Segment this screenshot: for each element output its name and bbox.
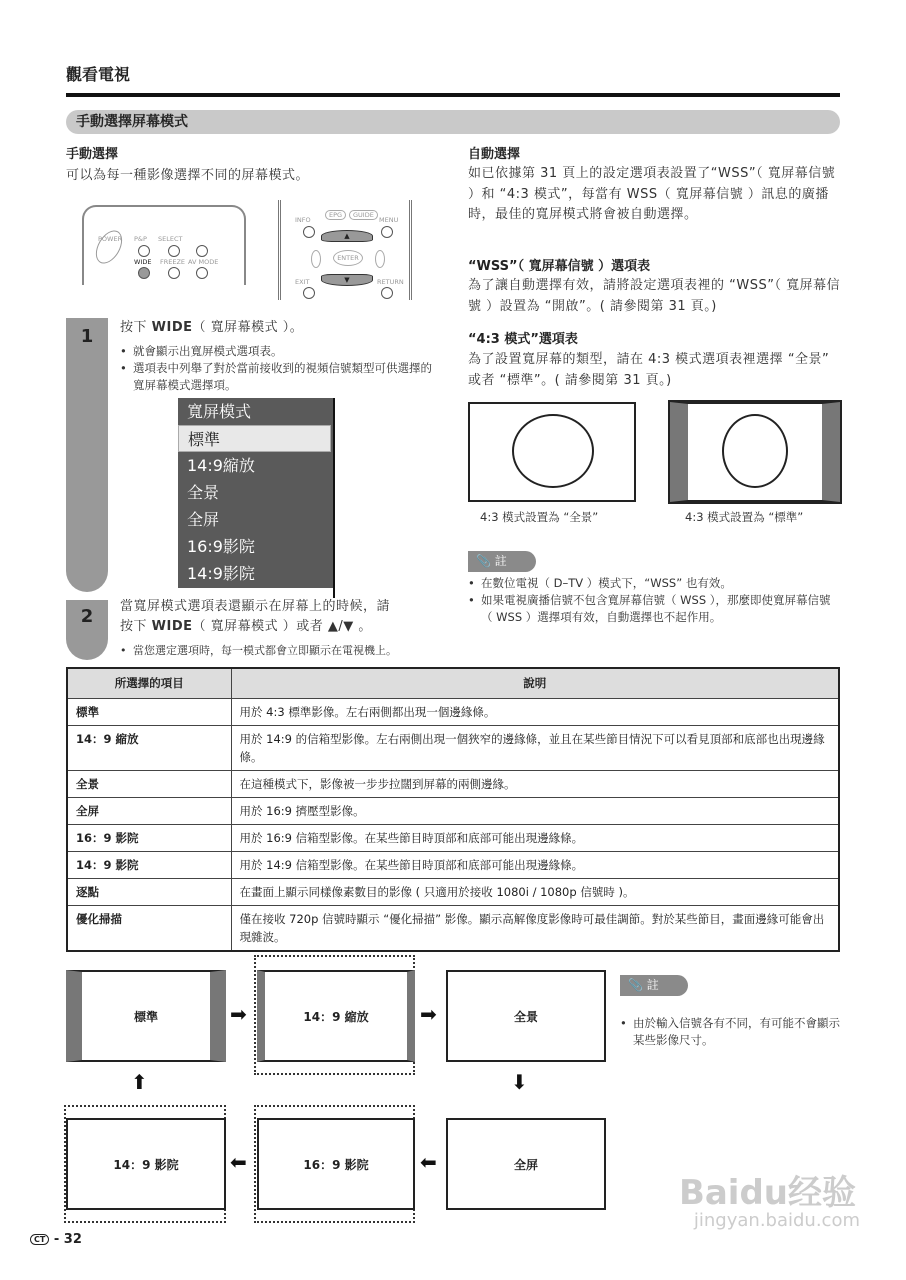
table-row	[67, 797, 839, 824]
m43-heading: “4:3 模式”選項表	[468, 332, 578, 347]
freeze-label: FREEZE	[160, 258, 186, 266]
mode-name: 14：9 影院	[67, 851, 231, 878]
menu-item-selected[interactable]: 標準	[178, 425, 331, 452]
av-mode-label: AV MODE	[188, 258, 219, 266]
mode-name: 全屏	[67, 797, 231, 824]
mode-description: 用於 16:9 信箱型影像。在某些節目時頂部和底部可能出現邊緣條。	[231, 824, 839, 851]
pp-button-icon	[138, 245, 150, 257]
screen-label: 14：9 影院	[113, 1157, 179, 1172]
screen-14-9-cinema	[66, 1118, 226, 1210]
menu-label: MENU	[379, 216, 399, 224]
mode-name: 標準	[67, 698, 231, 725]
step1-bullet: • 選項表中列舉了對於當前接收到的視頻信號類型可供選擇的寬屏幕模式選擇項。	[120, 360, 442, 394]
info-label: INFO	[295, 216, 311, 224]
step1-pre: 按下	[120, 320, 152, 335]
menu-item[interactable]: 全屏	[187, 510, 220, 529]
screen-label: 14：9 縮放	[303, 1009, 369, 1024]
menu-item[interactable]: 16:9影院	[187, 537, 255, 556]
header-description: 說明	[231, 668, 839, 698]
menu-item[interactable]: 14:9縮放	[187, 456, 255, 475]
table-row	[67, 824, 839, 851]
up-button-icon: ▲	[321, 230, 373, 242]
mode-description: 用於 14:9 的信箱型影像。左右兩側出現一個狹窄的邊緣條，並且在某些節目情況下可以看見頂部和底部也出現邊緣條。	[231, 725, 839, 770]
select-label: SELECT	[158, 235, 183, 243]
note-label: 註	[646, 978, 659, 992]
wide-label: WIDE	[134, 258, 152, 266]
circle-stretched-icon	[512, 414, 594, 488]
caption-panorama: 4:3 模式設置為 “全景”	[480, 510, 599, 524]
wss-text: 為了讓自動選擇有效，請將設定選項表裡的 “WSS”（ 寬屏幕信號 ）設置為 “開啟”。( 請參閱第 31 頁。)	[468, 278, 841, 314]
page-header: 觀看電視	[66, 65, 131, 84]
step2-line2	[120, 617, 372, 638]
mode-description: 在畫面上顯示同樣像素數目的影像 ( 只適用於接收 1080i / 1080p 信號時 )。	[231, 878, 839, 905]
return-button-icon	[381, 287, 393, 299]
flow-note-badge	[620, 975, 688, 996]
wide-button-icon	[138, 267, 150, 279]
guide-label: GUIDE	[349, 210, 378, 220]
step2-pre: 按下	[120, 619, 152, 634]
enter-button: ENTER	[333, 250, 363, 266]
watermark-logo: Baidu经验	[678, 1173, 856, 1213]
header-item: 所選擇的項目	[67, 668, 231, 698]
auto-heading: 自動選擇	[468, 147, 521, 162]
arrow-left-icon: ⬅	[420, 1150, 437, 1174]
wss-heading: “WSS”（ 寬屏幕信號 ）選項表	[468, 259, 651, 274]
page-number: 32	[63, 1232, 82, 1247]
subtitle-button-icon	[196, 245, 208, 257]
menu-button-icon	[381, 226, 393, 238]
auto-text: 如已依據第 31 頁上的設定選項表設置了“WSS”（ 寬屏幕信號 ）和 “4:3 模式”，每當有 WSS（ 寬屏幕信號 ）訊息的廣播時，最佳的寬屏模式將會被自動選擇。	[468, 166, 836, 222]
info-button-icon	[303, 226, 315, 238]
step1-number: 1	[80, 326, 94, 347]
mode-name: 16：9 影院	[67, 824, 231, 851]
step1-bullet: • 就會顯示出寬屏模式選項表。	[120, 343, 442, 360]
return-label: RETURN	[377, 278, 404, 286]
page-footer: CT - 32	[30, 1232, 82, 1247]
mode-description: 用於 4:3 標準影像。左右兩側都出現一個邊緣條。	[231, 698, 839, 725]
paperclip-icon: 📎	[476, 554, 491, 568]
menu-item[interactable]: 14:9影院	[187, 564, 255, 583]
av-mode-button-icon	[196, 267, 208, 279]
down-button-icon: ▼	[321, 274, 373, 286]
arrow-left-icon: ⬅	[230, 1150, 247, 1174]
step2-line1: 當寬屏模式選項表還顯示在屏幕上的時候，請	[120, 599, 391, 614]
paperclip-icon: 📎	[628, 978, 643, 992]
watermark-url: jingyan.baidu.com	[693, 1210, 860, 1231]
normal-diagram	[670, 402, 840, 502]
caption-normal: 4:3 模式設置為 “標準”	[685, 510, 804, 524]
note-item: • 在數位電視（ D–TV ）模式下，“WSS” 也有效。	[468, 575, 842, 592]
mode-name: 優化掃描	[67, 905, 231, 951]
mode-name: 全景	[67, 770, 231, 797]
menu-title: 寬屏模式	[187, 402, 252, 421]
screen-full	[446, 1118, 606, 1210]
screen-panorama	[446, 970, 606, 1062]
screen-16-9-cinema	[257, 1118, 415, 1210]
arrow-right-icon: ➡	[420, 1002, 437, 1026]
screen-label: 16：9 影院	[303, 1157, 369, 1172]
step1-bullets	[120, 343, 442, 394]
mode-description: 在這種模式下，影像被一步步拉闊到屏幕的兩側邊緣。	[231, 770, 839, 797]
flow-note: • 由於輸入信號各有不同，有可能不會顯示某些影像尺寸。	[620, 1015, 842, 1049]
arrow-right-icon: ➡	[230, 1002, 247, 1026]
power-label: POWER	[98, 235, 123, 243]
arrow-up-icon: ⬆	[131, 1070, 148, 1094]
mode-description: 用於 16:9 擠壓型影像。	[231, 797, 839, 824]
auto-notes	[468, 575, 842, 626]
screen-label: 全屏	[513, 1157, 538, 1172]
note-badge	[468, 551, 536, 572]
step2-post: （ 寬屏幕模式 ）或者 ▲/▼ 。	[192, 619, 372, 634]
step2-number: 2	[80, 606, 94, 627]
mode-description: 僅在接收 720p 信號時顯示 “優化掃描” 影像。顯示高解像度影像時可最佳調節。對於某些節目，畫面邊緣可能會出現雜波。	[231, 905, 839, 951]
step2-bullet: • 當您選定選項時，每一模式都會立即顯示在電視機上。	[120, 642, 906, 659]
screen-14-9-zoom	[257, 970, 415, 1062]
mode-name: 逐點	[67, 878, 231, 905]
screen-label: 標準	[133, 1009, 158, 1024]
table-row	[67, 698, 839, 725]
wide-mode-menu	[178, 398, 333, 588]
step1-bar	[66, 318, 108, 592]
note-item: • 如果電視廣播信號不包含寬屏幕信號（ WSS ），那麼即使寬屏幕信號（ WSS ）選擇項有效，自動選擇也不起作用。	[468, 592, 842, 626]
table-row	[67, 878, 839, 905]
mode-table	[66, 667, 840, 952]
table-row	[67, 770, 839, 797]
table-header-row	[67, 668, 839, 698]
screen-label: 全景	[513, 1009, 538, 1024]
step2-key: WIDE	[151, 619, 193, 634]
menu-item[interactable]: 全景	[187, 483, 220, 502]
table-row	[67, 725, 839, 770]
remote-illustration-right	[278, 200, 412, 300]
panorama-diagram	[468, 402, 636, 502]
table-row	[67, 851, 839, 878]
circle-icon	[722, 414, 788, 488]
table-row	[67, 905, 839, 951]
region-badge: CT	[30, 1234, 49, 1245]
step1-key: WIDE	[151, 320, 193, 335]
step1-text	[120, 318, 303, 339]
note-label: 註	[494, 554, 507, 568]
exit-label: EXIT	[295, 278, 310, 286]
epg-label: EPG	[325, 210, 346, 220]
menu-pointer-line	[333, 398, 335, 598]
step1-post: （ 寬屏幕模式 ）。	[192, 320, 304, 335]
arrow-down-icon: ⬇	[511, 1070, 528, 1094]
remote-illustration-left	[82, 205, 246, 285]
select-button-icon	[168, 245, 180, 257]
exit-button-icon	[303, 287, 315, 299]
mode-name: 14：9 縮放	[67, 725, 231, 770]
right-button-icon	[375, 250, 385, 268]
manual-intro: 可以為每一種影像選擇不同的屏幕模式。	[66, 168, 310, 183]
left-button-icon	[311, 250, 321, 268]
manual-heading: 手動選擇	[66, 147, 119, 162]
power-button-icon	[90, 226, 127, 268]
pp-label: P&P	[134, 235, 147, 243]
freeze-button-icon	[168, 267, 180, 279]
m43-text: 為了設置寬屏幕的類型，請在 4:3 模式選項表裡選擇 “全景” 或者 “標準”。( 請參閱第 31 頁。)	[468, 352, 830, 388]
section-title: 手動選擇屏幕模式	[66, 110, 840, 134]
screen-normal	[66, 970, 226, 1062]
header-rule	[66, 93, 840, 97]
mode-description: 用於 14:9 信箱型影像。在某些節目時頂部和底部可能出現邊緣條。	[231, 851, 839, 878]
